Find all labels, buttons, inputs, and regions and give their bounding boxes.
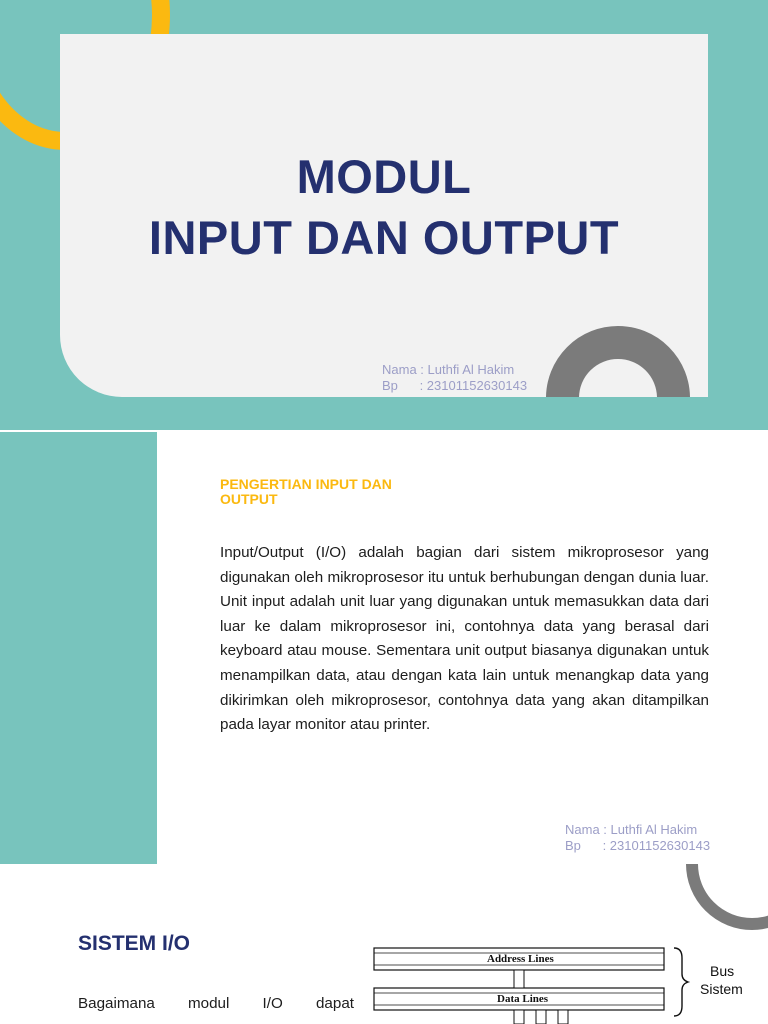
bus-label: Bus	[710, 963, 735, 979]
author-name: Nama : Luthfi Al Hakim	[382, 362, 515, 377]
title-line-2: INPUT DAN OUTPUT	[148, 211, 620, 264]
section-heading: SISTEM I/O	[78, 932, 191, 955]
definition-slide	[0, 432, 768, 864]
author-name: Nama : Luthfi Al Hakim	[565, 822, 698, 837]
bus-system-diagram	[372, 944, 762, 1024]
system-io-slide	[0, 864, 768, 1024]
definition-text: Input/Output (I/O) adalah bagian dari sistem mikroprosesor yang digunakan oleh mikroprosesor itu untuk berhubungan dengan dunia luar. Unit input adalah unit luar yang digunakan untuk memasukkan data dari luar ke dalam mikroprosesor ini, contohnya data yang berasal dari keyboard atau mouse. Sementara unit output biasanya digunakan untuk menampilkan data, atau dengan kata lain untuk menangkap data yang dikirimkan oleh mikroprosesor, contohnya data yang akan ditampilkan pada layar monitor atau printer.	[220, 544, 709, 734]
decorative-ring	[546, 326, 690, 397]
side-band	[0, 432, 157, 864]
author-credit	[382, 362, 527, 394]
author-bp: Bp : 23101152630143	[565, 838, 711, 853]
author-credit	[565, 822, 710, 854]
sistem-label: Sistem	[700, 981, 743, 997]
intro-text: Bagaimana modul I/O dapat	[78, 995, 354, 1012]
decorative-arc	[686, 864, 768, 930]
data-lines-label: Data Lines	[497, 993, 549, 1005]
title-line-1: MODUL	[296, 150, 472, 203]
title-card	[60, 34, 708, 397]
section-heading: PENGERTIAN INPUT DAN OUTPUT	[220, 476, 392, 507]
address-lines-label: Address Lines	[487, 953, 554, 965]
bus-brace	[674, 948, 688, 1016]
author-bp: Bp : 23101152630143	[382, 378, 528, 393]
title-slide	[0, 0, 768, 430]
